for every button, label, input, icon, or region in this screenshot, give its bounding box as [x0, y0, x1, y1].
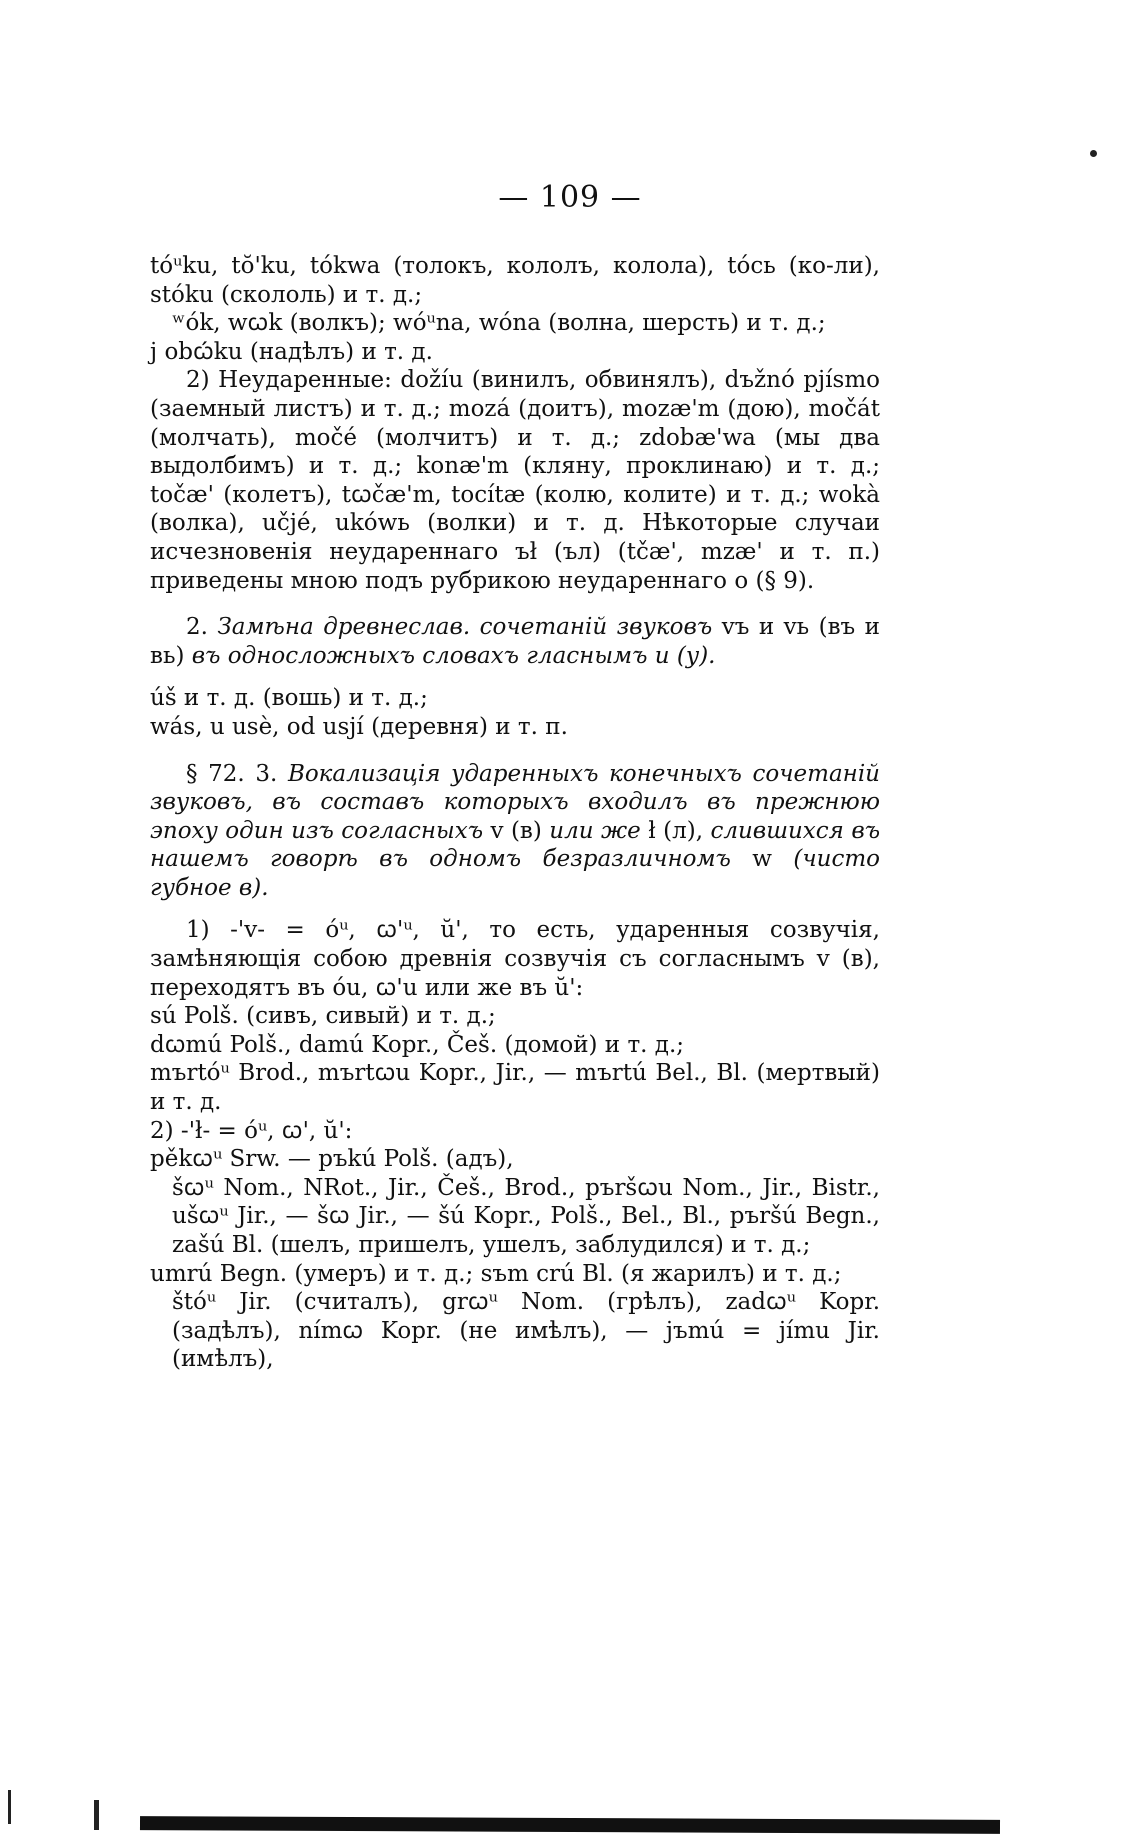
example-line: pěkꞷᵘ Srw. — pъkú Polš. (адъ), [150, 1146, 514, 1173]
scan-edge-bar [140, 1816, 1000, 1834]
example-line: štóᵘ Jir. (считалъ), grꞷᵘ Nom. (грѣлъ), zadꞷᵘ Kopr. (задѣлъ), nímꞷ Kopr. (не имѣлъ), — jъmú = jímu Jir. (имѣлъ), [172, 1289, 880, 1373]
example-line: dꞷmú Polš., damú Kopr., Češ. (домой) и т. д.; [150, 1031, 685, 1058]
paragraph: j obꞷ́ku (надѣлъ) и т. д. [150, 338, 433, 365]
scan-speck [1090, 150, 1097, 157]
rule-2: 2) -'ł- = óᵘ, ꞷ', ŭ': [150, 1117, 353, 1144]
paragraph: ʷók, wꞷk (волкъ); wóᵘna, wóna (волна, шерсть) и т. д.; [172, 310, 826, 337]
page-number: — 109 — [498, 180, 642, 215]
section-2-rest: въ односложныхъ словахъ гласнымъ u (у). [191, 642, 716, 669]
paragraph: tóᵘku, tŏ'ku, tókwa (толокъ, кололъ, колола), tóсь (ко-ли), stóku (скололь) и т. д.; [150, 253, 880, 308]
section-3-title-e: слившихся въ нашемъ говорѣ въ одномъ безразличномъ [150, 817, 881, 873]
section-2-mid: vъ и vь (въ и вь) [150, 614, 880, 669]
example-line: wás, u usè, od usjí (деревня) и т. п. [150, 713, 568, 740]
section-2-number: 2. [186, 614, 208, 641]
section-2-heading [150, 613, 880, 670]
example-line: úš и т. д. (вошь) и т. д.; [150, 685, 428, 712]
paragraph: 2) Неударенные: dožíu (винилъ, обвинялъ), dъžnó pjísmo (заемный листъ) и т. д.; mozá (доитъ), mozæ'm (дою), močát (молчать), močé (молчитъ) и т. д.; zdobæ'wa (мы два выдолбимъ) и т. д.; konæ'm (кляну, проклинаю) и т. д.; točæ' (колетъ), tꞷčæ'm, tocítæ (колю, колите) и т. д.; wokà (волка), učjé, ukówь (волки) и т. д. Нѣкоторые случаи исчезновенія неудареннаго ъł (ъл) (tčæ', mzæ' и т. п.) приведены мною подъ рубрикою неудареннаго o (§ 9). [150, 367, 880, 594]
section-3-number: § 72. 3. [186, 760, 278, 787]
example-line: umrú Begn. (умеръ) и т. д.; sъm crú Bl. (я жарилъ) и т. д.; [150, 1260, 842, 1287]
section-3-title-b: v (в) [490, 817, 542, 844]
scan-speck [8, 1790, 11, 1824]
example-line: sú Polš. (сивъ, сивый) и т. д.; [150, 1003, 496, 1030]
example-line: šꞷᵘ Nom., NRot., Jir., Češ., Brod., pъršꞷu Nom., Jir., Bistr., ušꞷᵘ Jir., — šꞷ Jir., — šú Kopr., Polš., Bel., Bl., pъršú Begn., zašú Bl. (шелъ, пришелъ, ушелъ, заблудился) и т. д.; [172, 1174, 880, 1258]
section-3-heading [150, 760, 880, 903]
body-text [150, 252, 880, 1374]
section-3-title-g: (чисто губное в). [150, 846, 881, 901]
section-3-title-c: или же [549, 817, 641, 844]
rule-1: 1) -'v- = óᵘ, ꞷ'ᵘ, ŭ', то есть, ударенныя созвучія, замѣняющія собою древнія созвучія съ согласнымъ v (в), переходятъ въ óu, ꞷ'u или же въ ŭ': [150, 917, 880, 1001]
example-line: mъrtóᵘ Brod., mъrtꞷu Kopr., Jir., — mъrtú Bel., Bl. (мертвый) и т. д. [150, 1060, 880, 1116]
section-3-title-f: w [752, 846, 772, 873]
scan-speck [94, 1800, 99, 1830]
section-3-title-d: ł (л), [648, 817, 704, 844]
section-3-title-a: Вокализація ударенныхъ конечныхъ сочетаній звуковъ, въ составъ которыхъ входилъ въ прежнюю эпоху один изъ согласныхъ [150, 760, 880, 844]
section-2-title: Замѣна древнеслав. сочетаній звуковъ [217, 614, 713, 641]
